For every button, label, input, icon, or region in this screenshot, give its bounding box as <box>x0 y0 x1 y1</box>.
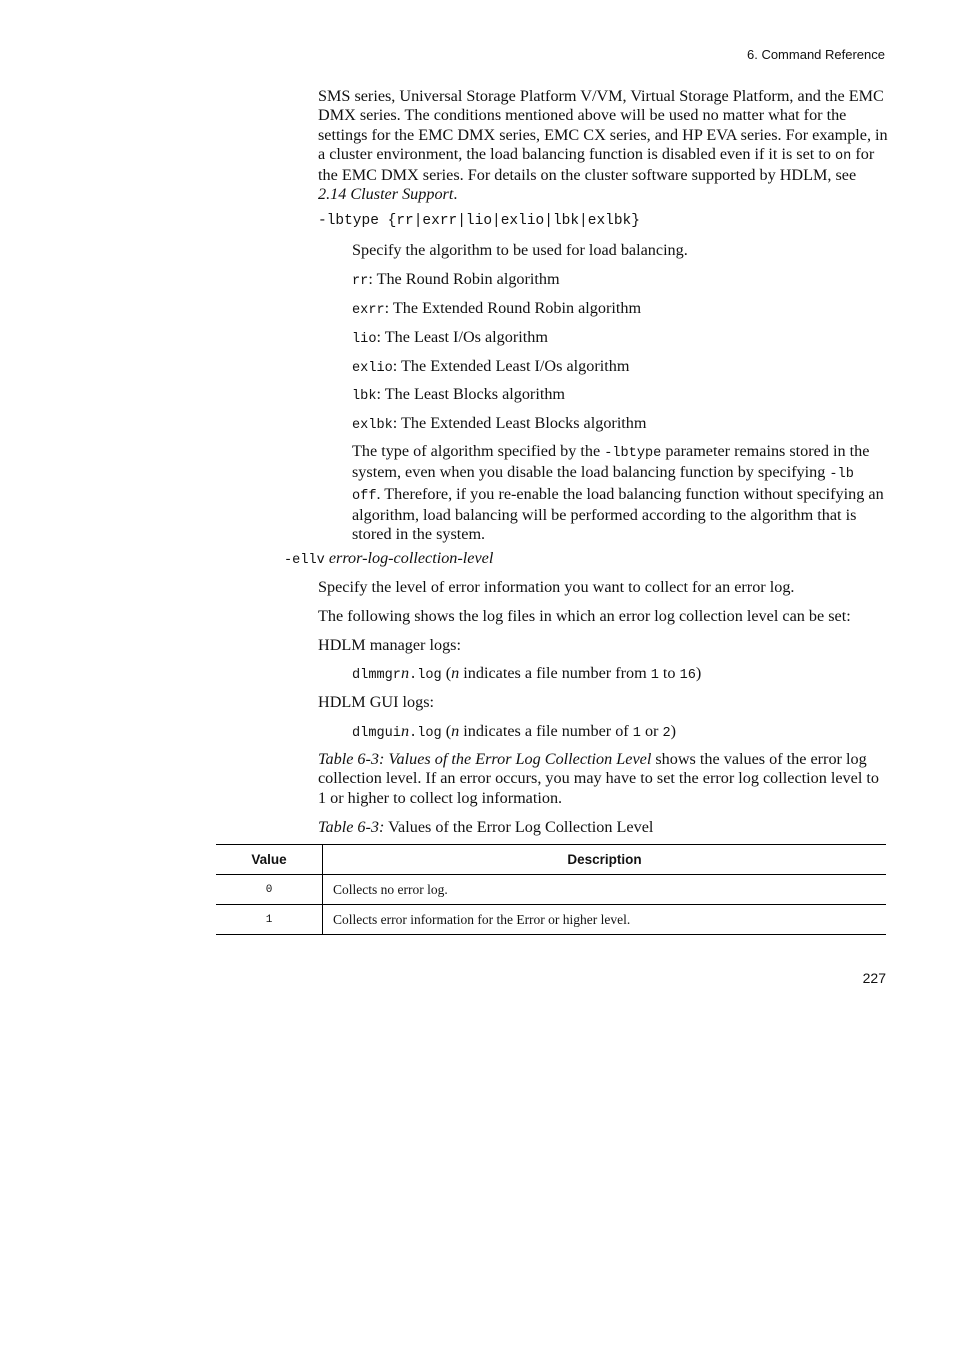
file-number-var: n <box>451 722 460 740</box>
running-header: 6. Command Reference <box>746 47 885 62</box>
text: or <box>640 722 663 740</box>
algorithm-item <box>352 299 641 320</box>
inline-code: on <box>834 148 852 164</box>
algorithm-item <box>352 385 565 406</box>
inline-code: 1 <box>632 726 641 741</box>
text: ( <box>441 664 452 682</box>
ellv-intro: Specify the level of error information you want to collect for an error log. <box>318 578 795 596</box>
description-cell: Collects no error log. <box>323 875 887 905</box>
lbtype-intro: Specify the algorithm to be used for load balancing. <box>352 241 688 259</box>
para-text: shows the values of the error log collection level. If an error occurs, you may have to set the error log collection level to 1 or higher to collect log information. <box>318 750 879 807</box>
error-log-level-table <box>216 844 886 935</box>
algorithm-code: lio <box>352 332 377 347</box>
para-text: SMS series, Universal Storage Platform V/VM, Virtual Storage Platform, and the EMC DMX series. The conditions mentioned above will be used no matter what for the settings for the EMC DMX series, EMC CX series, and HP EVA series. For example, in a cluster environment, the load balancing function is disabled even if it is set to <box>318 87 888 163</box>
file-name: dlmgui <box>352 726 401 741</box>
algorithm-code: exlbk <box>352 418 393 433</box>
gui-logs-label: HDLM GUI logs: <box>318 693 435 711</box>
page-number: 227 <box>862 970 886 986</box>
text: indicates a file number of <box>459 722 633 740</box>
para-text: . <box>453 185 458 204</box>
inline-code: 16 <box>679 668 696 683</box>
text: ) <box>670 722 677 740</box>
algorithm-desc: : The Least I/Os algorithm <box>376 328 548 346</box>
manager-logs-label: HDLM manager logs: <box>318 636 461 654</box>
description-cell: Collects error information for the Error or higher level. <box>323 905 887 935</box>
cross-reference: Table 6-3: Values of the Error Log Collection Level <box>318 750 652 768</box>
cross-reference: 2.14 Cluster Support <box>318 185 454 204</box>
gui-log-file <box>352 722 676 743</box>
text: to <box>658 664 680 682</box>
value-cell: 1 <box>216 905 323 935</box>
para-text: for the EMC DMX series. For details on the cluster software supported by HDLM, see <box>318 144 875 185</box>
cluster-support-paragraph <box>318 87 888 205</box>
para-text: parameter remains stored in the system, even when you disable the load balancing function by specifying <box>352 442 870 482</box>
option-argument: error-log-collection-level <box>328 549 494 567</box>
algorithm-code: exrr <box>352 303 385 318</box>
algorithm-desc: : The Round Robin algorithm <box>368 270 560 288</box>
lbtype-syntax: -lbtype {rr|exrr|lio|exlio|lbk|exlbk} <box>318 213 640 229</box>
text: indicates a file number from <box>459 664 651 682</box>
manager-log-file <box>352 664 701 685</box>
ellv-heading <box>284 549 493 570</box>
file-ext: .log <box>409 726 442 741</box>
para-text: . Therefore, if you re-enable the load balancing function without specifying an algorithm, load balancing will be performed according to the algorithm that is stored in the system. <box>352 484 884 544</box>
lbtype-note-paragraph <box>352 442 888 544</box>
algorithm-code: lbk <box>352 389 377 404</box>
file-number-var: n <box>400 722 410 740</box>
inline-code: -lb off <box>352 467 854 504</box>
algorithm-item <box>352 270 560 291</box>
inline-code: 2 <box>662 726 671 741</box>
column-header-description: Description <box>323 845 887 875</box>
file-number-var: n <box>451 664 460 682</box>
file-name: dlmmgr <box>352 668 401 683</box>
algorithm-desc: : The Least Blocks algorithm <box>376 385 566 403</box>
file-number-var: n <box>400 664 410 682</box>
algorithm-desc: : The Extended Least Blocks algorithm <box>392 414 647 432</box>
text: ) <box>695 664 702 682</box>
algorithm-item <box>352 357 629 378</box>
caption-title: Values of the Error Log Collection Level <box>384 818 654 836</box>
algorithm-item <box>352 328 548 349</box>
value-cell: 0 <box>216 875 323 905</box>
column-header-value: Value <box>216 845 323 875</box>
file-ext: .log <box>409 668 442 683</box>
para-text: The type of algorithm specified by the <box>352 442 605 460</box>
table-reference-paragraph <box>318 750 888 808</box>
algorithm-desc: : The Extended Round Robin algorithm <box>384 299 642 317</box>
algorithm-code: exlio <box>352 361 393 376</box>
table-header-row <box>216 845 886 875</box>
log-files-intro: The following shows the log files in which an error log collection level can be set: <box>318 607 851 625</box>
algorithm-code: rr <box>352 274 369 289</box>
table-row <box>216 905 886 935</box>
inline-code: 1 <box>650 668 659 683</box>
option-flag: -ellv <box>284 553 325 568</box>
inline-code: -lbtype <box>604 446 662 461</box>
algorithm-item <box>352 414 647 435</box>
algorithm-desc: : The Extended Least I/Os algorithm <box>392 357 630 375</box>
table-caption <box>318 818 653 837</box>
text: ( <box>441 722 452 740</box>
caption-number: Table 6-3: <box>318 818 385 836</box>
table-row <box>216 875 886 905</box>
